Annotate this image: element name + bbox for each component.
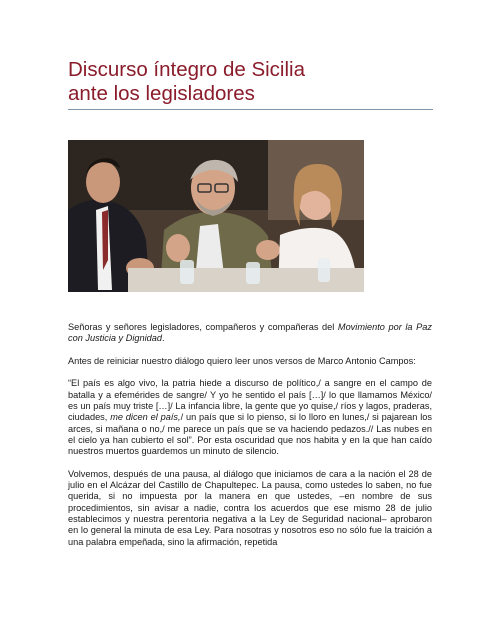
photo-three-people-at-table-icon <box>68 140 364 292</box>
poem-emphasis: me dicen el país, <box>110 412 181 423</box>
title-divider <box>68 109 433 110</box>
article-body <box>68 322 432 559</box>
paragraph-2: Antes de reiniciar nuestro diálogo quiero leer unos versos de Marco Antonio Campos: <box>68 355 416 366</box>
article-photo <box>68 140 364 292</box>
paragraph-3: “El país es algo vivo, la patria hiede a discurso de político,/ a sangre en el campo de batalla y a efemérides de sangre/ Y yo he sentido el país […]/ lo que llamamos México/ es un país muy triste […]/ La infancia libre, la gente que yo quise,/ ríos y lagos, praderas, ciudades, me dicen el país,/ un país que si lo pienso, si lo lloro en lunes,/ si pajarean los arces, si mañana o no,/ me parece un país que se va haciendo pedazos.// Las nubes en el cielo ya han cubierto el sol”. Por esta oscuridad que nos habita y en la que han caído nuestros muertos guardemos un minuto de silencio. <box>68 378 432 457</box>
article-title-line-1: Discurso íntegro de Sicilia <box>68 58 305 81</box>
paragraph-1: Señoras y señores legisladores, compañeros y compañeras del Movimiento por la Paz con Justicia y Dignidad. <box>68 322 432 344</box>
movement-name: Movimiento por la Paz con Justicia y Dignidad <box>68 322 432 344</box>
article-title <box>68 58 305 106</box>
article-title-line-2: ante los legisladores <box>68 82 255 105</box>
paragraph-4: Volvemos, después de una pausa, al diálogo que iniciamos de cara a la nación el 28 de julio en el Alcázar del Castillo de Chapultepec. La pausa, como ustedes lo saben, no fue querida, si no impuesta por la manera en que ustedes, –en nombre de sus procedimientos, sin avisar a nadie, contra los acuerdos que ese mismo 28 de julio establecimos y nuestra perentoria negativa a la Ley de Seguridad nacional– aprobaron en lo general la minuta de esa Ley. Para nosotras y nosotros eso no sólo fue la traición a una palabra empeñada, sino la afirmación, repetida <box>68 468 432 547</box>
